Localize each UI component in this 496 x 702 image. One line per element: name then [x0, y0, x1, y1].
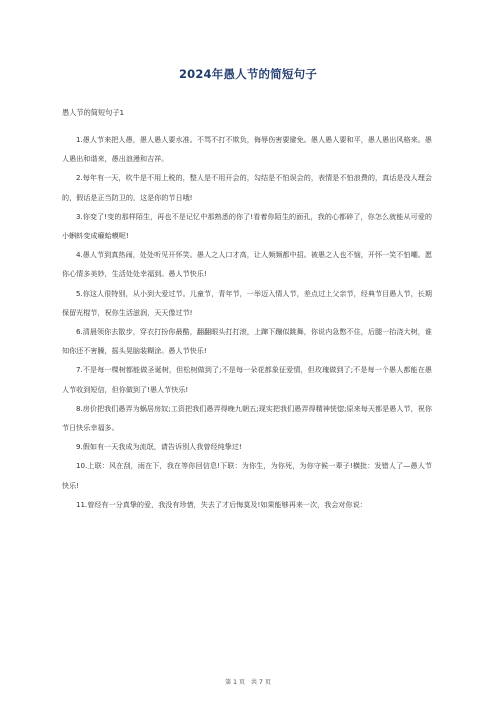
- page-prefix: 第: [225, 679, 232, 686]
- paragraph: 7.不是每一棵树都能做圣诞树，但松树做到了;不是每一朵花都象征爱情，但玫瑰做到了;不是每一个愚人都能在愚人节收到短信，但你做到了!愚人节快乐!: [62, 365, 432, 394]
- page-number-footer: [0, 677, 496, 686]
- page-current: 1: [233, 679, 237, 686]
- paragraph: 3.你变了!变的那样陌生，再也不是记忆中那熟悉的你了!看着你陌生的面孔，我的心都碎了，你怎么就能从可爱的小蝌蚪变成癞蛤蟆呢!: [62, 211, 432, 241]
- page-title: 2024年愚人节的简短句子: [178, 67, 318, 81]
- paragraph: 8.房价把我们愚弄为蜗居房奴;工资把我们愚弄得晚九朝五;现实把我们愚弄得精神恍惚;原来每天都是愚人节，祝你节日快乐幸福多。: [62, 403, 432, 433]
- paragraph: 4.愚人节到真热闹，处处听见开怀笑。愚人之人口才高，让人频频都中招。被愚之人也不恼，开怀一笑不怕嘲。愿你心情多美妙，生活处处幸福到。愚人节快乐!: [62, 250, 432, 279]
- page-suffix: 页: [264, 679, 271, 686]
- paragraph: 9.假如有一天我成为流氓，请告诉别人我曾经纯挚过!: [76, 442, 242, 452]
- page-total: 7: [259, 679, 263, 686]
- paragraph: 10.上联：风在刮，雨在下，我在等你回信息!下联：为你生，为你死，为你守候一辈子!横批：发错人了—愚人节快乐!: [62, 461, 432, 490]
- paragraph: 2.每年有一天，吹牛是不用上税的，整人是不用开会的，勾结是不怕误会的，表情是不怕浪费的，真话是没人理会的，假话是正当防卫的，这是你的节日哦!: [62, 173, 432, 202]
- paragraph: 5.你这人很特别，从小到大爱过节。儿童节，青年节，一举迈入情人节，差点过上父亲节，经典节目愚人节，长期保留光棍节，祝你生活滋润，天天像过节!: [62, 288, 432, 317]
- paragraph: 11.曾经有一分真挚的爱，我没有珍惜，失去了才后悔莫及!如果能够再来一次，我会对你说：: [76, 499, 367, 509]
- paragraph: 1.愚人节来把人愚，愚人愚人要水准。不骂不打不欺负，侮辱伤害要避免。愚人愚人要和平，愚人愚出风格来。愚人愚出和谐来，愚出浪漫和吉祥。: [62, 135, 432, 164]
- section-subtitle: 愚人节的简短句子1: [62, 108, 125, 117]
- paragraph: 6.清晨领你去散步，穿衣打扮你最酷，翻翻眼头打打滚，上蹿下蹦似跳舞，你说内急憋不住，后腿一抬浇大树，谁知你还不害臊，摇头晃脑装糊涂。愚人节快乐!: [62, 327, 432, 356]
- document-body: [62, 130, 432, 514]
- page-mid: 页 共: [238, 679, 257, 686]
